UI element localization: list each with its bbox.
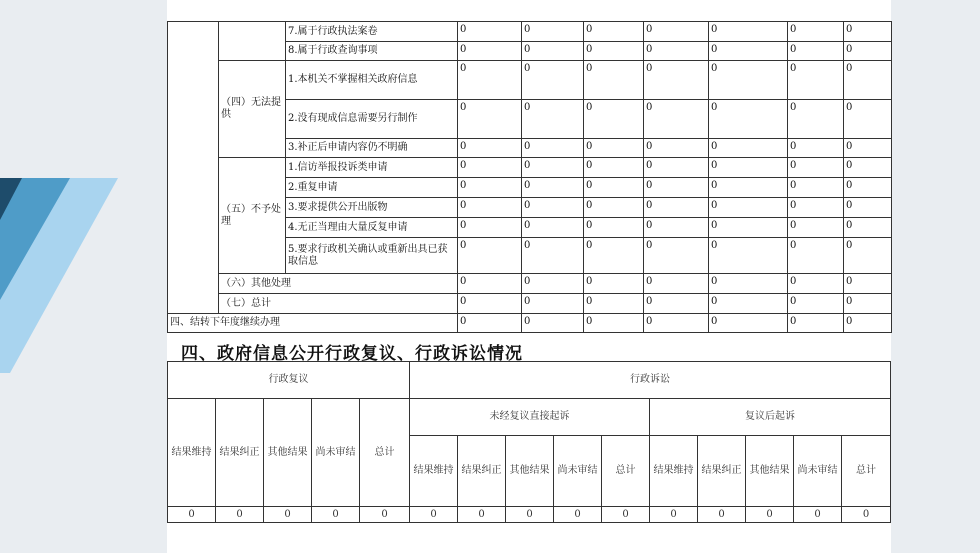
value-cell: 0 — [709, 61, 788, 100]
row-label: 3.要求提供公开出版物 — [286, 198, 458, 218]
value-cell: 0 — [458, 61, 522, 100]
value-cell: 0 — [709, 238, 788, 274]
value-cell: 0 — [458, 274, 522, 294]
category-cannot-provide: （四）无法提供 — [219, 61, 286, 158]
value-cell: 0 — [522, 198, 584, 218]
table-row — [168, 362, 891, 399]
row-label: （六）其他处理 — [219, 274, 458, 294]
col-header: 尚未审结 — [794, 436, 842, 507]
table-row — [168, 22, 892, 42]
value-cell: 0 — [264, 507, 312, 523]
value-cell: 0 — [788, 218, 844, 238]
value-cell: 0 — [584, 158, 644, 178]
value-cell: 0 — [522, 42, 584, 61]
value-cell: 0 — [788, 42, 844, 61]
row-label: 3.补正后申请内容仍不明确 — [286, 139, 458, 158]
value-cell: 0 — [788, 139, 844, 158]
table-row — [168, 314, 892, 333]
value-cell: 0 — [458, 178, 522, 198]
header-admin-litigation: 行政诉讼 — [410, 362, 891, 399]
value-cell: 0 — [698, 507, 746, 523]
value-cell: 0 — [788, 274, 844, 294]
col-header: 尚未审结 — [312, 399, 360, 507]
value-cell: 0 — [360, 507, 410, 523]
col-header: 其他结果 — [506, 436, 554, 507]
col-header: 结果维持 — [410, 436, 458, 507]
table-row — [168, 61, 892, 100]
value-cell: 0 — [522, 178, 584, 198]
value-cell: 0 — [844, 22, 892, 42]
value-cell: 0 — [458, 218, 522, 238]
value-cell: 0 — [644, 274, 709, 294]
value-cell: 0 — [709, 42, 788, 61]
value-cell: 0 — [584, 274, 644, 294]
value-cell: 0 — [844, 218, 892, 238]
col-header: 结果维持 — [650, 436, 698, 507]
section-title: 四、政府信息公开行政复议、行政诉讼情况 — [181, 344, 523, 364]
row-label: 5.要求行政机关确认或重新出具已获取信息 — [286, 238, 458, 274]
value-cell: 0 — [584, 238, 644, 274]
value-cell: 0 — [788, 294, 844, 314]
value-cell: 0 — [522, 100, 584, 139]
value-cell: 0 — [522, 22, 584, 42]
value-cell: 0 — [584, 294, 644, 314]
value-cell: 0 — [709, 218, 788, 238]
value-cell: 0 — [522, 218, 584, 238]
value-cell: 0 — [602, 507, 650, 523]
value-cell: 0 — [458, 158, 522, 178]
value-cell: 0 — [584, 198, 644, 218]
value-cell: 0 — [644, 178, 709, 198]
blank-cell — [219, 22, 286, 61]
value-cell: 0 — [788, 238, 844, 274]
value-cell: 0 — [842, 507, 891, 523]
value-cell: 0 — [216, 507, 264, 523]
col-header: 结果维持 — [168, 399, 216, 507]
col-header: 结果纠正 — [458, 436, 506, 507]
value-cell: 0 — [312, 507, 360, 523]
value-cell: 0 — [584, 218, 644, 238]
value-cell: 0 — [844, 42, 892, 61]
value-cell: 0 — [554, 507, 602, 523]
value-cell: 0 — [746, 507, 794, 523]
value-cell: 0 — [522, 314, 584, 333]
value-cell: 0 — [584, 61, 644, 100]
value-cell: 0 — [644, 294, 709, 314]
col-header: 总计 — [602, 436, 650, 507]
value-cell: 0 — [844, 294, 892, 314]
value-cell: 0 — [522, 61, 584, 100]
value-cell: 0 — [844, 198, 892, 218]
col-header: 结果纠正 — [216, 399, 264, 507]
value-cell: 0 — [844, 274, 892, 294]
value-cell: 0 — [709, 139, 788, 158]
value-cell: 0 — [522, 238, 584, 274]
col-header: 总计 — [842, 436, 891, 507]
value-cell: 0 — [844, 139, 892, 158]
value-cell: 0 — [458, 22, 522, 42]
value-cell: 0 — [644, 42, 709, 61]
table-row — [168, 294, 892, 314]
blank-cell — [168, 22, 219, 314]
value-cell: 0 — [844, 178, 892, 198]
value-cell: 0 — [522, 294, 584, 314]
value-cell: 0 — [522, 139, 584, 158]
value-cell: 0 — [788, 314, 844, 333]
value-cell: 0 — [788, 198, 844, 218]
value-cell: 0 — [844, 100, 892, 139]
value-cell: 0 — [788, 100, 844, 139]
value-cell: 0 — [644, 314, 709, 333]
row-label: 7.属于行政执法案卷 — [286, 22, 458, 42]
value-cell: 0 — [644, 238, 709, 274]
row-label: （七）总计 — [219, 294, 458, 314]
table-row — [168, 274, 892, 294]
disclosure-stats-table — [167, 21, 892, 333]
value-cell: 0 — [709, 22, 788, 42]
value-cell: 0 — [788, 178, 844, 198]
value-cell: 0 — [458, 42, 522, 61]
value-cell: 0 — [709, 314, 788, 333]
value-cell: 0 — [644, 100, 709, 139]
value-cell: 0 — [644, 158, 709, 178]
value-cell: 0 — [644, 61, 709, 100]
row-label: 1.本机关不掌握相关政府信息 — [286, 61, 458, 100]
row-label: 2.没有现成信息需要另行制作 — [286, 100, 458, 139]
col-header: 其他结果 — [746, 436, 794, 507]
header-suit-after-review: 复议后起诉 — [650, 399, 891, 436]
row-label: 8.属于行政查询事项 — [286, 42, 458, 61]
value-cell: 0 — [844, 238, 892, 274]
value-cell: 0 — [709, 198, 788, 218]
category-refuse: （五）不予处理 — [219, 158, 286, 274]
value-cell: 0 — [709, 158, 788, 178]
value-cell: 0 — [788, 158, 844, 178]
value-cell: 0 — [794, 507, 842, 523]
header-admin-review: 行政复议 — [168, 362, 410, 399]
col-header: 结果纠正 — [698, 436, 746, 507]
value-cell: 0 — [168, 507, 216, 523]
value-cell: 0 — [458, 294, 522, 314]
value-cell: 0 — [584, 314, 644, 333]
value-cell: 0 — [584, 178, 644, 198]
col-header: 总计 — [360, 399, 410, 507]
value-cell: 0 — [650, 507, 698, 523]
value-cell: 0 — [506, 507, 554, 523]
value-cell: 0 — [844, 314, 892, 333]
row-label: 四、结转下年度继续办理 — [168, 314, 458, 333]
col-header: 尚未审结 — [554, 436, 602, 507]
table-row — [168, 158, 892, 178]
value-cell: 0 — [584, 139, 644, 158]
review-litigation-table — [167, 361, 891, 523]
value-cell: 0 — [709, 294, 788, 314]
value-cell: 0 — [458, 139, 522, 158]
value-cell: 0 — [458, 314, 522, 333]
row-label: 1.信访举报投诉类申请 — [286, 158, 458, 178]
value-cell: 0 — [410, 507, 458, 523]
value-cell: 0 — [584, 22, 644, 42]
value-cell: 0 — [458, 238, 522, 274]
value-cell: 0 — [522, 274, 584, 294]
value-cell: 0 — [788, 22, 844, 42]
value-cell: 0 — [709, 178, 788, 198]
value-cell: 0 — [584, 42, 644, 61]
table-row — [168, 399, 891, 436]
value-cell: 0 — [844, 158, 892, 178]
value-cell: 0 — [844, 61, 892, 100]
value-cell: 0 — [584, 100, 644, 139]
value-cell: 0 — [458, 100, 522, 139]
value-cell: 0 — [644, 22, 709, 42]
value-cell: 0 — [644, 198, 709, 218]
value-cell: 0 — [458, 507, 506, 523]
value-cell: 0 — [709, 274, 788, 294]
header-direct-suit: 未经复议直接起诉 — [410, 399, 650, 436]
value-cell: 0 — [788, 61, 844, 100]
value-cell: 0 — [522, 158, 584, 178]
row-label: 2.重复申请 — [286, 178, 458, 198]
row-label: 4.无正当理由大量反复申请 — [286, 218, 458, 238]
col-header: 其他结果 — [264, 399, 312, 507]
slide — [167, 0, 891, 553]
value-cell: 0 — [458, 198, 522, 218]
value-cell: 0 — [644, 218, 709, 238]
table-row — [168, 507, 891, 523]
value-cell: 0 — [644, 139, 709, 158]
value-cell: 0 — [709, 100, 788, 139]
